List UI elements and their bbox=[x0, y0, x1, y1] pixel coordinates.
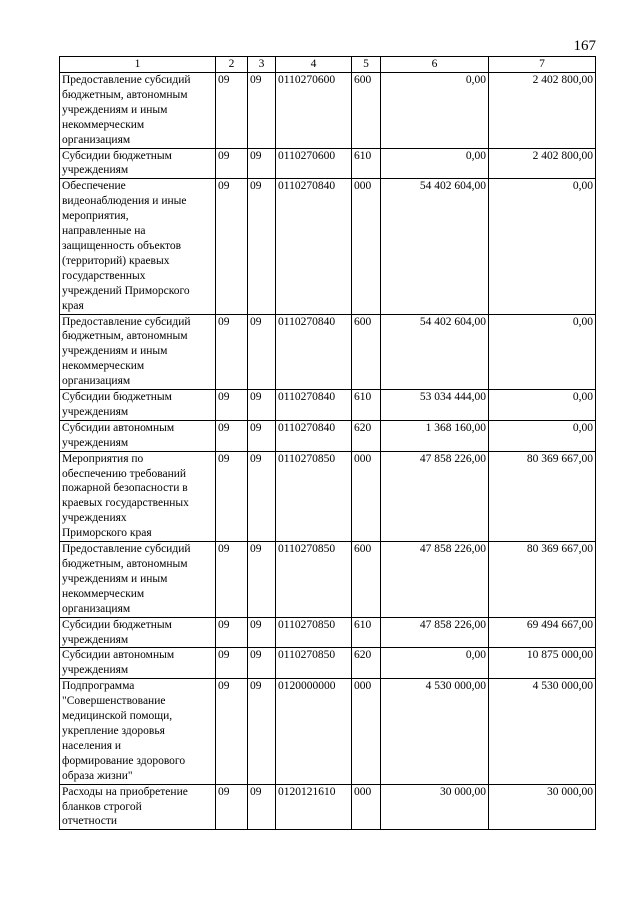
table-row bbox=[60, 784, 596, 830]
header-col-6: 6 bbox=[381, 57, 489, 73]
row-section-cell: 09 bbox=[216, 542, 248, 618]
row-name-cell: Подпрограмма "Совершенствование медицинской помощи, укрепление здоровья населения и формирование здорового образа жизни" bbox=[60, 679, 216, 784]
row-amount-6-cell: 4 530 000,00 bbox=[381, 679, 489, 784]
row-name-cell: Субсидии бюджетным учреждениям bbox=[60, 617, 216, 648]
row-expense-type-cell: 610 bbox=[352, 390, 381, 421]
row-section-cell: 09 bbox=[216, 148, 248, 179]
header-col-1: 1 bbox=[60, 57, 216, 73]
row-subsection-cell: 09 bbox=[248, 179, 276, 314]
row-subsection-cell: 09 bbox=[248, 73, 276, 149]
row-section-cell: 09 bbox=[216, 784, 248, 830]
table-row bbox=[60, 179, 596, 314]
row-amount-6-cell: 0,00 bbox=[381, 73, 489, 149]
row-name-cell: Субсидии бюджетным учреждениям bbox=[60, 390, 216, 421]
row-target-code-cell: 0110270840 bbox=[276, 390, 352, 421]
table-row bbox=[60, 617, 596, 648]
row-subsection-cell: 09 bbox=[248, 542, 276, 618]
row-target-code-cell: 0120121610 bbox=[276, 784, 352, 830]
row-amount-6-cell: 0,00 bbox=[381, 148, 489, 179]
row-amount-7-cell: 80 369 667,00 bbox=[489, 542, 596, 618]
row-target-code-cell: 0110270840 bbox=[276, 314, 352, 390]
header-col-2: 2 bbox=[216, 57, 248, 73]
row-target-code-cell: 0110270850 bbox=[276, 648, 352, 679]
row-expense-type-cell: 610 bbox=[352, 617, 381, 648]
table-row bbox=[60, 73, 596, 149]
row-amount-6-cell: 0,00 bbox=[381, 648, 489, 679]
row-name-cell: Предоставление субсидий бюджетным, автономным учреждениям и иным некоммерческим организациям bbox=[60, 73, 216, 149]
row-section-cell: 09 bbox=[216, 679, 248, 784]
row-amount-7-cell: 30 000,00 bbox=[489, 784, 596, 830]
row-amount-7-cell: 2 402 800,00 bbox=[489, 148, 596, 179]
row-section-cell: 09 bbox=[216, 648, 248, 679]
row-amount-6-cell: 47 858 226,00 bbox=[381, 617, 489, 648]
row-amount-7-cell: 69 494 667,00 bbox=[489, 617, 596, 648]
row-name-cell: Субсидии бюджетным учреждениям bbox=[60, 148, 216, 179]
row-name-cell: Субсидии автономным учреждениям bbox=[60, 648, 216, 679]
table-row bbox=[60, 648, 596, 679]
row-subsection-cell: 09 bbox=[248, 451, 276, 541]
row-expense-type-cell: 600 bbox=[352, 73, 381, 149]
row-section-cell: 09 bbox=[216, 73, 248, 149]
row-subsection-cell: 09 bbox=[248, 679, 276, 784]
row-amount-7-cell: 10 875 000,00 bbox=[489, 648, 596, 679]
row-name-cell: Предоставление субсидий бюджетным, автономным учреждениям и иным некоммерческим организациям bbox=[60, 314, 216, 390]
row-subsection-cell: 09 bbox=[248, 420, 276, 451]
table-row bbox=[60, 542, 596, 618]
row-name-cell: Расходы на приобретение бланков строгой отчетности bbox=[60, 784, 216, 830]
row-expense-type-cell: 000 bbox=[352, 679, 381, 784]
row-amount-6-cell: 47 858 226,00 bbox=[381, 451, 489, 541]
header-col-5: 5 bbox=[352, 57, 381, 73]
row-name-cell: Мероприятия по обеспечению требований пожарной безопасности в краевых государственных учреждениях Приморского края bbox=[60, 451, 216, 541]
row-target-code-cell: 0110270600 bbox=[276, 148, 352, 179]
row-subsection-cell: 09 bbox=[248, 148, 276, 179]
header-col-7: 7 bbox=[489, 57, 596, 73]
row-expense-type-cell: 620 bbox=[352, 420, 381, 451]
row-name-cell: Обеспечение видеонаблюдения и иные мероприятия, направленные на защищенность объектов (территорий) краевых государственных учреждений Приморского края bbox=[60, 179, 216, 314]
row-target-code-cell: 0120000000 bbox=[276, 679, 352, 784]
budget-table bbox=[59, 56, 596, 830]
table-row bbox=[60, 390, 596, 421]
row-target-code-cell: 0110270600 bbox=[276, 73, 352, 149]
row-target-code-cell: 0110270850 bbox=[276, 542, 352, 618]
row-subsection-cell: 09 bbox=[248, 314, 276, 390]
row-name-cell: Предоставление субсидий бюджетным, автономным учреждениям и иным некоммерческим организациям bbox=[60, 542, 216, 618]
row-section-cell: 09 bbox=[216, 390, 248, 421]
row-subsection-cell: 09 bbox=[248, 390, 276, 421]
row-expense-type-cell: 000 bbox=[352, 451, 381, 541]
row-expense-type-cell: 600 bbox=[352, 314, 381, 390]
row-section-cell: 09 bbox=[216, 314, 248, 390]
row-target-code-cell: 0110270840 bbox=[276, 420, 352, 451]
row-expense-type-cell: 620 bbox=[352, 648, 381, 679]
table-row bbox=[60, 420, 596, 451]
row-amount-7-cell: 0,00 bbox=[489, 314, 596, 390]
row-subsection-cell: 09 bbox=[248, 784, 276, 830]
row-amount-6-cell: 54 402 604,00 bbox=[381, 179, 489, 314]
row-section-cell: 09 bbox=[216, 420, 248, 451]
row-expense-type-cell: 610 bbox=[352, 148, 381, 179]
row-amount-7-cell: 4 530 000,00 bbox=[489, 679, 596, 784]
row-amount-6-cell: 1 368 160,00 bbox=[381, 420, 489, 451]
row-expense-type-cell: 000 bbox=[352, 784, 381, 830]
row-section-cell: 09 bbox=[216, 617, 248, 648]
table-row bbox=[60, 679, 596, 784]
row-target-code-cell: 0110270840 bbox=[276, 179, 352, 314]
row-amount-7-cell: 0,00 bbox=[489, 420, 596, 451]
table-row bbox=[60, 148, 596, 179]
row-target-code-cell: 0110270850 bbox=[276, 451, 352, 541]
row-amount-6-cell: 53 034 444,00 bbox=[381, 390, 489, 421]
header-col-4: 4 bbox=[276, 57, 352, 73]
row-section-cell: 09 bbox=[216, 451, 248, 541]
row-amount-7-cell: 0,00 bbox=[489, 179, 596, 314]
row-amount-6-cell: 30 000,00 bbox=[381, 784, 489, 830]
row-expense-type-cell: 000 bbox=[352, 179, 381, 314]
header-col-3: 3 bbox=[248, 57, 276, 73]
table-row bbox=[60, 451, 596, 541]
row-subsection-cell: 09 bbox=[248, 648, 276, 679]
row-amount-6-cell: 47 858 226,00 bbox=[381, 542, 489, 618]
row-name-cell: Субсидии автономным учреждениям bbox=[60, 420, 216, 451]
row-subsection-cell: 09 bbox=[248, 617, 276, 648]
row-amount-6-cell: 54 402 604,00 bbox=[381, 314, 489, 390]
table-row bbox=[60, 314, 596, 390]
row-amount-7-cell: 0,00 bbox=[489, 390, 596, 421]
page-number: 167 bbox=[573, 38, 596, 54]
row-target-code-cell: 0110270850 bbox=[276, 617, 352, 648]
row-expense-type-cell: 600 bbox=[352, 542, 381, 618]
row-amount-7-cell: 80 369 667,00 bbox=[489, 451, 596, 541]
row-amount-7-cell: 2 402 800,00 bbox=[489, 73, 596, 149]
header-row bbox=[60, 57, 596, 73]
row-section-cell: 09 bbox=[216, 179, 248, 314]
